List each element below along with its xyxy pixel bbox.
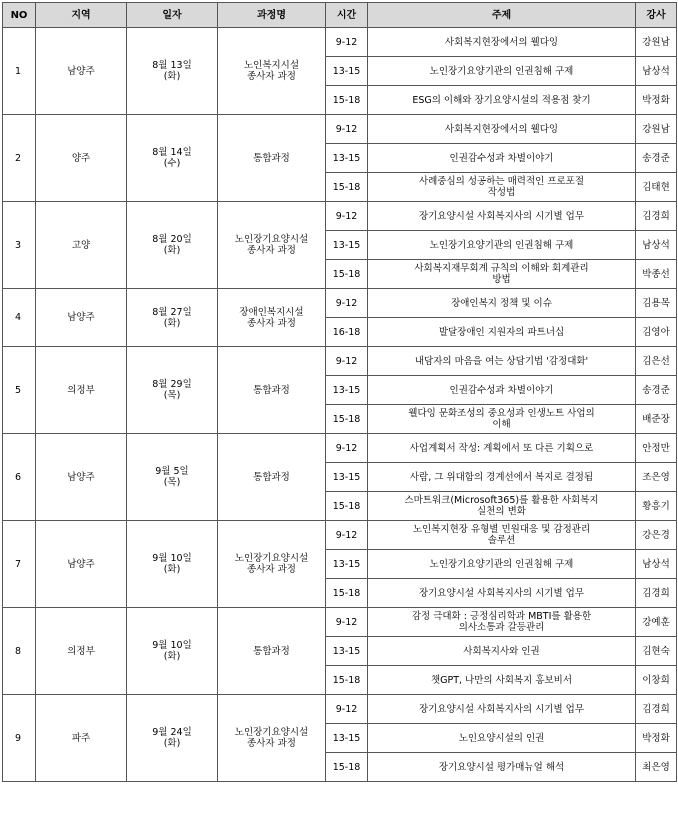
session-topic: 장기요양시설 사회복지사의 시기별 업무 xyxy=(368,579,636,608)
session-time: 13-15 xyxy=(326,231,368,260)
schedule-body xyxy=(3,28,677,782)
session-lecturer: 김경희 xyxy=(636,202,677,231)
session-time: 15-18 xyxy=(326,579,368,608)
table-row xyxy=(3,347,677,376)
header-region: 지역 xyxy=(36,3,127,28)
row-number: 9 xyxy=(3,695,36,782)
region-cell: 고양 xyxy=(36,202,127,289)
session-lecturer: 강원남 xyxy=(636,115,677,144)
course-cell: 통합과정 xyxy=(218,608,326,695)
course-cell: 노인복지시설 종사자 과정 xyxy=(218,28,326,115)
session-lecturer: 황흥기 xyxy=(636,492,677,521)
row-number: 5 xyxy=(3,347,36,434)
session-lecturer: 강예훈 xyxy=(636,608,677,637)
session-topic: 장기요양시설 사회복지사의 시기별 업무 xyxy=(368,202,636,231)
session-lecturer: 김용목 xyxy=(636,289,677,318)
table-row xyxy=(3,608,677,637)
session-time: 15-18 xyxy=(326,173,368,202)
schedule-container xyxy=(2,2,677,782)
session-topic: 인권감수성과 차별이야기 xyxy=(368,144,636,173)
session-lecturer: 최은영 xyxy=(636,753,677,782)
header-row xyxy=(3,3,677,28)
session-lecturer: 박정화 xyxy=(636,724,677,753)
session-time: 13-15 xyxy=(326,144,368,173)
region-cell: 의정부 xyxy=(36,608,127,695)
session-lecturer: 김현숙 xyxy=(636,637,677,666)
session-topic: 챗GPT, 나만의 사회복지 홍보비서 xyxy=(368,666,636,695)
header-time: 시간 xyxy=(326,3,368,28)
session-time: 15-18 xyxy=(326,666,368,695)
session-lecturer: 김은선 xyxy=(636,347,677,376)
session-lecturer: 박종선 xyxy=(636,260,677,289)
header-lecturer: 강사 xyxy=(636,3,677,28)
header-date: 일자 xyxy=(127,3,218,28)
row-number: 4 xyxy=(3,289,36,347)
course-cell: 통합과정 xyxy=(218,115,326,202)
table-row xyxy=(3,695,677,724)
date-cell: 8월 13일 (화) xyxy=(127,28,218,115)
region-cell: 파주 xyxy=(36,695,127,782)
row-number: 6 xyxy=(3,434,36,521)
session-topic: 사례중심의 성공하는 매력적인 프로포절 작성법 xyxy=(368,173,636,202)
session-lecturer: 송경준 xyxy=(636,376,677,405)
row-number: 7 xyxy=(3,521,36,608)
table-row xyxy=(3,202,677,231)
session-time: 13-15 xyxy=(326,550,368,579)
session-lecturer: 이창희 xyxy=(636,666,677,695)
date-cell: 8월 20일 (화) xyxy=(127,202,218,289)
session-topic: 사회복지재무회계 규칙의 이해와 회계관리 방법 xyxy=(368,260,636,289)
session-time: 9-12 xyxy=(326,434,368,463)
session-topic: 장애인복지 정책 및 이슈 xyxy=(368,289,636,318)
session-lecturer: 남상석 xyxy=(636,231,677,260)
date-cell: 8월 29일 (목) xyxy=(127,347,218,434)
session-topic: 웰다잉 문화조성의 중요성과 인생노트 사업의 이해 xyxy=(368,405,636,434)
table-row xyxy=(3,521,677,550)
session-lecturer: 배준장 xyxy=(636,405,677,434)
session-lecturer: 박정화 xyxy=(636,86,677,115)
session-topic: 사회복지사와 인권 xyxy=(368,637,636,666)
session-lecturer: 안정만 xyxy=(636,434,677,463)
date-cell: 8월 14일 (수) xyxy=(127,115,218,202)
session-lecturer: 김경희 xyxy=(636,579,677,608)
session-topic: 노인요양시설의 인권 xyxy=(368,724,636,753)
session-lecturer: 강원남 xyxy=(636,28,677,57)
session-time: 13-15 xyxy=(326,463,368,492)
session-topic: 사람, 그 위대함의 경계선에서 복지로 결정됨 xyxy=(368,463,636,492)
session-time: 13-15 xyxy=(326,376,368,405)
table-row xyxy=(3,434,677,463)
session-lecturer: 김태현 xyxy=(636,173,677,202)
date-cell: 9월 5일 (목) xyxy=(127,434,218,521)
session-time: 13-15 xyxy=(326,637,368,666)
region-cell: 남양주 xyxy=(36,289,127,347)
date-cell: 9월 24일 (화) xyxy=(127,695,218,782)
session-topic: ESG의 이해와 장기요양시설의 적용점 찾기 xyxy=(368,86,636,115)
table-row xyxy=(3,28,677,57)
session-topic: 사업계획서 작성: 계획에서 또 다른 기획으로 xyxy=(368,434,636,463)
session-time: 9-12 xyxy=(326,115,368,144)
session-topic: 장기요양시설 사회복지사의 시기별 업무 xyxy=(368,695,636,724)
region-cell: 남양주 xyxy=(36,28,127,115)
session-time: 13-15 xyxy=(326,724,368,753)
region-cell: 양주 xyxy=(36,115,127,202)
session-time: 13-15 xyxy=(326,57,368,86)
region-cell: 남양주 xyxy=(36,434,127,521)
row-number: 3 xyxy=(3,202,36,289)
session-topic: 노인장기요양기관의 인권침해 구제 xyxy=(368,550,636,579)
session-topic: 감정 극대화 : 긍정심리학과 MBTI를 활용한 의사소통과 갈등관리 xyxy=(368,608,636,637)
table-row xyxy=(3,115,677,144)
session-lecturer: 김경희 xyxy=(636,695,677,724)
session-time: 9-12 xyxy=(326,695,368,724)
session-lecturer: 조은영 xyxy=(636,463,677,492)
session-time: 15-18 xyxy=(326,86,368,115)
course-cell: 노인장기요양시설 종사자 과정 xyxy=(218,521,326,608)
course-cell: 장애인복지시설 종사자 과정 xyxy=(218,289,326,347)
session-time: 9-12 xyxy=(326,28,368,57)
schedule-table xyxy=(2,2,677,782)
session-lecturer: 남상석 xyxy=(636,550,677,579)
region-cell: 남양주 xyxy=(36,521,127,608)
course-cell: 통합과정 xyxy=(218,434,326,521)
table-row xyxy=(3,289,677,318)
session-topic: 노인장기요양기관의 인권침해 구제 xyxy=(368,231,636,260)
session-time: 9-12 xyxy=(326,608,368,637)
row-number: 2 xyxy=(3,115,36,202)
session-time: 9-12 xyxy=(326,347,368,376)
session-lecturer: 김영아 xyxy=(636,318,677,347)
row-number: 1 xyxy=(3,28,36,115)
session-time: 15-18 xyxy=(326,405,368,434)
session-lecturer: 송경준 xyxy=(636,144,677,173)
region-cell: 의정부 xyxy=(36,347,127,434)
session-time: 15-18 xyxy=(326,492,368,521)
header-no: NO xyxy=(3,3,36,28)
session-lecturer: 남상석 xyxy=(636,57,677,86)
date-cell: 8월 27일 (화) xyxy=(127,289,218,347)
session-topic: 인권감수성과 차별이야기 xyxy=(368,376,636,405)
session-topic: 발달장애인 지원자의 파트너십 xyxy=(368,318,636,347)
session-topic: 사회복지현장에서의 웰다잉 xyxy=(368,115,636,144)
session-topic: 장기요양시설 평가매뉴얼 해석 xyxy=(368,753,636,782)
session-time: 9-12 xyxy=(326,202,368,231)
session-topic: 노인복지현장 유형별 민원대응 및 감정관리 솔루션 xyxy=(368,521,636,550)
date-cell: 9월 10일 (화) xyxy=(127,608,218,695)
course-cell: 노인장기요양시설 종사자 과정 xyxy=(218,695,326,782)
course-cell: 통합과정 xyxy=(218,347,326,434)
session-topic: 노인장기요양기관의 인권침해 구제 xyxy=(368,57,636,86)
session-topic: 사회복지현장에서의 웰다잉 xyxy=(368,28,636,57)
session-topic: 내담자의 마음을 여는 상담기법 '감정대화' xyxy=(368,347,636,376)
row-number: 8 xyxy=(3,608,36,695)
session-time: 9-12 xyxy=(326,521,368,550)
session-time: 16-18 xyxy=(326,318,368,347)
session-topic: 스마트워크(Microsoft365)를 활용한 사회복지 실천의 변화 xyxy=(368,492,636,521)
session-lecturer: 강은경 xyxy=(636,521,677,550)
date-cell: 9월 10일 (화) xyxy=(127,521,218,608)
header-course: 과정명 xyxy=(218,3,326,28)
header-topic: 주제 xyxy=(368,3,636,28)
session-time: 15-18 xyxy=(326,260,368,289)
session-time: 15-18 xyxy=(326,753,368,782)
session-time: 9-12 xyxy=(326,289,368,318)
course-cell: 노인장기요양시설 종사자 과정 xyxy=(218,202,326,289)
